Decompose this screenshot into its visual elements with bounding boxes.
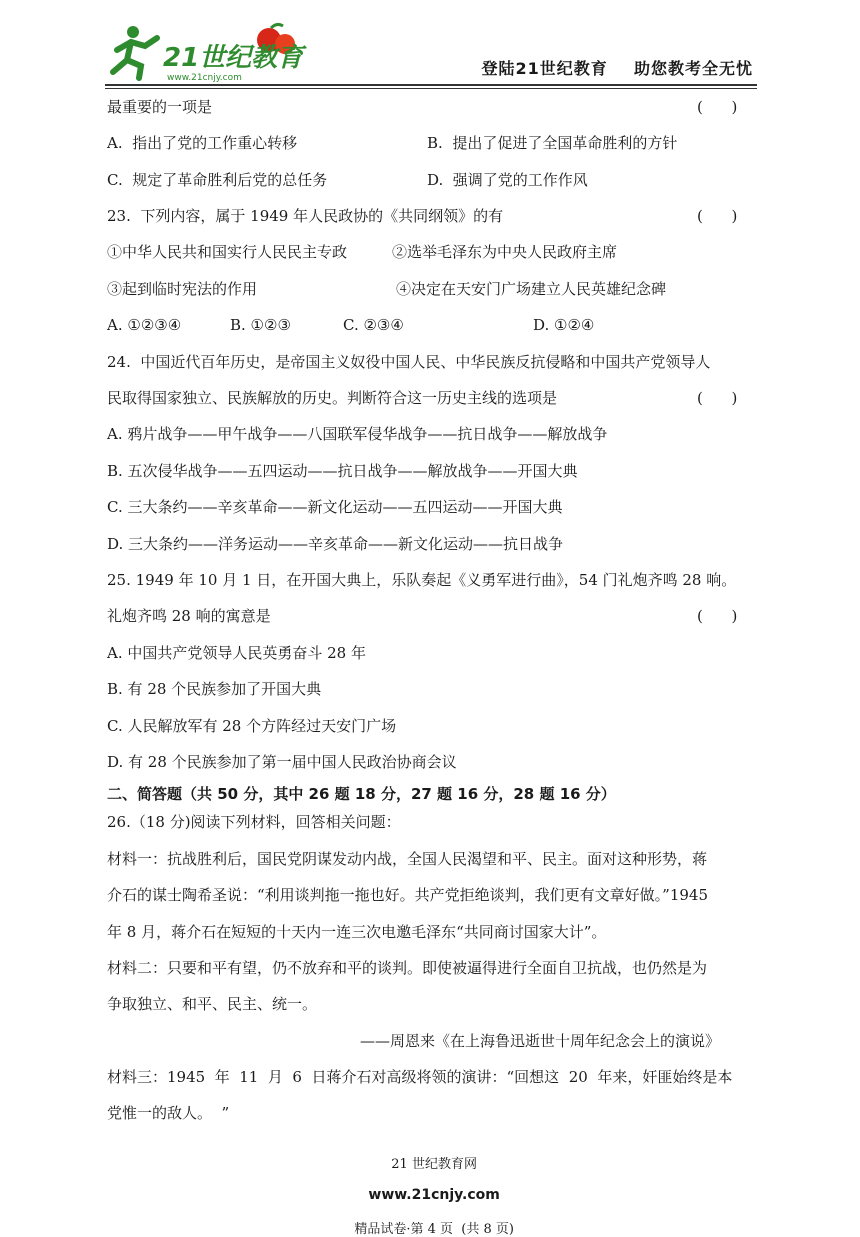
header-rule-thin xyxy=(105,88,757,89)
logo-url: www.21cnjy.com xyxy=(167,73,242,83)
q23-option-b: B. ①②③ xyxy=(230,316,291,334)
q26-material3-line1: 材料三：1945 年 11 月 6 日蒋介石对高级将领的演讲：“回想这 20 年来，奸匪始终是本 xyxy=(107,1068,733,1086)
q26-material3-line2: 党惟一的敌人。 ” xyxy=(107,1104,230,1122)
q25-answer-bracket: ( ) xyxy=(697,607,738,625)
q24-stem-line1: 24. 中国近代百年历史，是帝国主义奴役中国人民、中华民族反抗侵略和中国共产党领导人 xyxy=(107,353,711,371)
footer-page-info: 精品试卷·第 4 页 (共 8 页) xyxy=(354,1222,514,1237)
q25-option-c: C. 人民解放军有 28 个方阵经过天安门广场 xyxy=(107,717,397,735)
q24-option-d: D. 三大条约——洋务运动——辛亥革命——新文化运动——抗日战争 xyxy=(107,535,564,553)
q25-option-d: D. 有 28 个民族参加了第一届中国人民政治协商会议 xyxy=(107,753,457,771)
q26-material2-source: ——周恩来《在上海鲁迅逝世十周年纪念会上的演说》 xyxy=(360,1032,721,1050)
header-slogan: 登陆21世纪教育 助您教考全无忧 xyxy=(481,59,753,78)
q23-item-3: ③起到临时宪法的作用 xyxy=(107,280,258,298)
q24-option-b: B. 五次侵华战争——五四运动——抗日战争——解放战争——开国大典 xyxy=(107,462,578,480)
q22-answer-bracket: ( ) xyxy=(697,98,738,116)
q24-option-c: C. 三大条约——辛亥革命——新文化运动——五四运动——开国大典 xyxy=(107,498,563,516)
logo xyxy=(105,20,315,84)
q23-option-a: A. ①②③④ xyxy=(107,316,182,334)
q26-material1-line1: 材料一：抗战胜利后，国民党阴谋发动内战，全国人民渴望和平、民主。面对这种形势，蒋 xyxy=(107,850,708,868)
q23-option-c: C. ②③④ xyxy=(343,316,404,334)
footer-site-link[interactable]: www.21cnjy.com xyxy=(368,1187,500,1203)
q22-option-a: A. 指出了党的工作重心转移 xyxy=(107,134,298,152)
q23-answer-bracket: ( ) xyxy=(697,207,738,225)
q25-stem-line2: 礼炮齐鸣 28 响的寓意是 xyxy=(107,607,271,625)
q24-option-a: A. 鸦片战争——甲午战争——八国联军侵华战争——抗日战争——解放战争 xyxy=(107,425,608,443)
section-heading: 二、简答题（共 50 分，其中 26 题 18 分，27 题 16 分，28 题 16 分） xyxy=(107,785,616,803)
q23-item-1: ①中华人民共和国实行人民民主专政 xyxy=(107,243,348,261)
q23-stem: 23. 下列内容，属于 1949 年人民政协的《共同纲领》的有 xyxy=(107,207,504,225)
q22-stem-continued: 最重要的一项是 xyxy=(107,98,213,116)
q22-option-b: B. 提出了促进了全国革命胜利的方针 xyxy=(427,134,678,152)
q26-stem: 26.（18 分)阅读下列材料，回答相关问题： xyxy=(107,813,401,831)
q23-item-4: ④决定在天安门广场建立人民英雄纪念碑 xyxy=(396,280,667,298)
q26-material1-line2: 介石的谋士陶希圣说：“利用谈判拖一拖也好。共产党拒绝谈判，我们更有文章好做。”1945 xyxy=(107,886,709,904)
q26-material2-line2: 争取独立、和平、民主、统一。 xyxy=(107,995,318,1013)
q23-item-2: ②选举毛泽东为中央人民政府主席 xyxy=(392,243,618,261)
q22-option-d: D. 强调了党的工作作风 xyxy=(427,171,588,189)
q24-answer-bracket: ( ) xyxy=(697,389,738,407)
runner-logo-icon xyxy=(105,20,315,84)
q23-option-d: D. ①②④ xyxy=(533,316,595,334)
q25-stem-line1: 25. 1949 年 10 月 1 日，在开国大典上，乐队奏起《义勇军进行曲》，54 门礼炮齐鸣 28 响。 xyxy=(107,571,737,589)
q26-material1-line3: 年 8 月，蒋介石在短短的十天内一连三次电邀毛泽东“共同商讨国家大计”。 xyxy=(107,923,607,941)
header-rule-thick xyxy=(105,84,757,86)
q26-material2-line1: 材料二：只要和平有望，仍不放弃和平的谈判。即使被逼得进行全面自卫抗战，也仍然是为 xyxy=(107,959,708,977)
footer-left: 21 世纪教育网 xyxy=(391,1157,477,1172)
q24-stem-line2: 民取得国家独立、民族解放的历史。判断符合这一历史主线的选项是 xyxy=(107,389,558,407)
q25-option-b: B. 有 28 个民族参加了开国大典 xyxy=(107,680,322,698)
page-footer xyxy=(0,1138,860,1237)
page-header xyxy=(105,18,757,84)
q25-option-a: A. 中国共产党领导人民英勇奋斗 28 年 xyxy=(107,644,366,662)
logo-text: 21世纪教育 xyxy=(163,43,304,73)
q22-option-c: C. 规定了革命胜利后党的总任务 xyxy=(107,171,328,189)
